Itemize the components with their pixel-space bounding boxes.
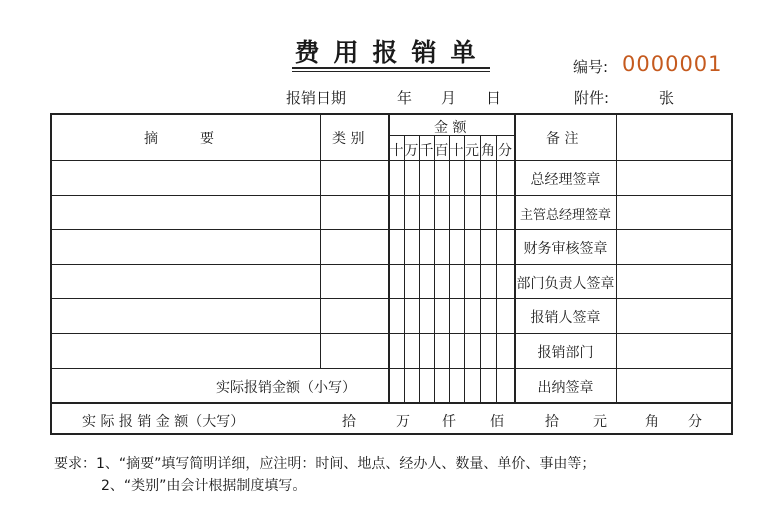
header-remarks: 备 注 (546, 131, 579, 147)
date-year-field[interactable]: 年 (397, 89, 413, 107)
signature-dept-head: 部门负责人签章 (516, 276, 615, 292)
unit-wan: 万 (396, 414, 410, 430)
expense-table (50, 113, 733, 435)
date-label: 报销日期 (286, 89, 347, 107)
title-underline (292, 67, 490, 69)
date-month-field[interactable]: 月 (441, 89, 457, 107)
digit-fen: 分 (498, 143, 512, 159)
digit-qian: 千 (419, 143, 434, 159)
form-title: 费用报销单 (294, 38, 490, 67)
header-category: 类 别 (332, 131, 365, 147)
claimant-department: 报销部门 (537, 345, 594, 361)
digit-shi: 十 (449, 143, 464, 159)
signature-deputy-gm: 主管总经理签章 (519, 208, 611, 223)
unit-yuan: 元 (593, 414, 607, 430)
signature-claimant: 报销人签章 (530, 310, 601, 326)
unit-jiao: 角 (645, 414, 659, 430)
signature-cashier: 出纳签章 (537, 380, 594, 396)
signature-finance: 财务审核签章 (523, 241, 608, 257)
header-summary: 摘 要 (144, 131, 214, 147)
serial-number: 0000001 (622, 52, 723, 76)
unit-shi-wan: 拾 (342, 414, 356, 430)
digit-jiao: 角 (481, 143, 495, 159)
signature-gm: 总经理签章 (530, 172, 601, 188)
digit-shi-wan: 十 (389, 143, 404, 159)
instructions-line-1: 要求：1、“摘要”填写简明详细，应注明：时间、地点、经办人、数量、单价、事由等； (54, 456, 596, 472)
attachment-count-field[interactable]: 张 (659, 89, 675, 107)
unit-shi: 拾 (545, 414, 559, 430)
date-day-field[interactable]: 日 (486, 89, 502, 107)
attachment-label: 附件: (574, 89, 610, 107)
header-amount: 金 额 (434, 120, 467, 136)
unit-qian: 仟 (442, 414, 456, 430)
actual-amount-numeric-label: 实际报销金额（小写） (216, 380, 356, 396)
instructions-line-2: 2、“类别”由会计根据制度填写。 (101, 478, 307, 494)
title-underline-thin (292, 71, 490, 72)
digit-bai: 百 (434, 143, 449, 159)
unit-fen: 分 (688, 414, 702, 430)
digit-wan: 万 (404, 143, 419, 159)
unit-bai: 佰 (490, 414, 504, 430)
actual-amount-words-label: 实 际 报 销 金 额（大写） (82, 414, 245, 430)
digit-yuan: 元 (465, 143, 479, 159)
serial-label: 编号: (573, 58, 609, 76)
